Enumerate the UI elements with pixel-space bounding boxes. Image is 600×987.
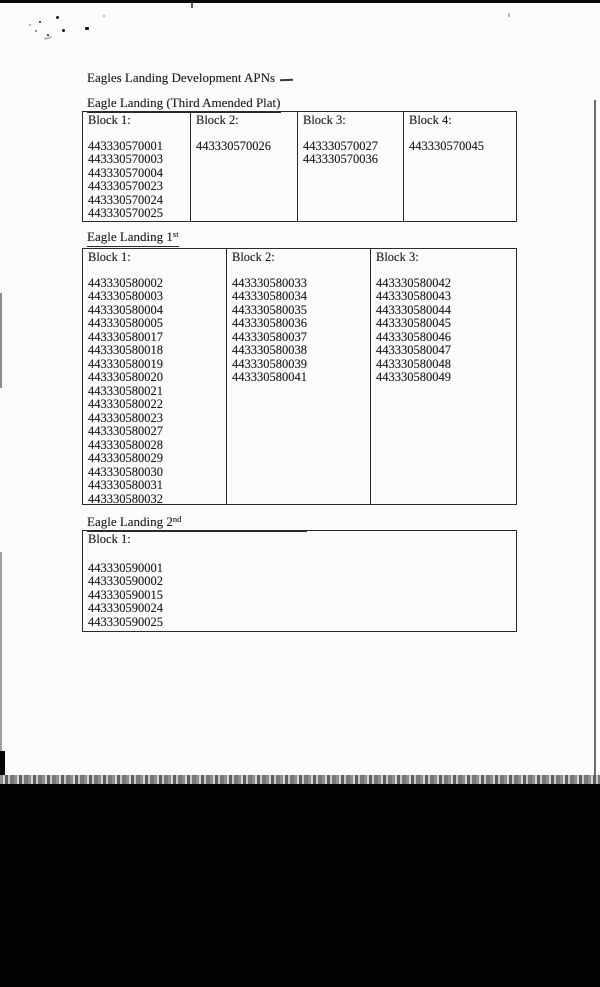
apn-number: 443330590024 bbox=[88, 601, 163, 615]
block-label: Block 2: bbox=[232, 250, 275, 264]
apn-table bbox=[82, 248, 517, 505]
apn-number: 443330580005 bbox=[88, 316, 163, 330]
apn-number: 443330570004 bbox=[88, 165, 163, 180]
block-label: Block 1: bbox=[88, 532, 131, 546]
apn-number: 443330580037 bbox=[232, 329, 307, 344]
apn-number: 443330580038 bbox=[232, 343, 307, 357]
apn-number: 443330570045 bbox=[409, 138, 484, 153]
apn-number: 443330580020 bbox=[88, 370, 163, 384]
block-column bbox=[83, 249, 227, 504]
apn-number: 443330590002 bbox=[88, 574, 163, 588]
scan-speckle bbox=[29, 24, 31, 26]
apn-number: 443330580048 bbox=[376, 356, 451, 371]
apn-number: 443330580004 bbox=[88, 302, 163, 317]
apn-number: 443330580023 bbox=[88, 410, 163, 425]
block-column bbox=[191, 112, 298, 221]
section-heading bbox=[87, 229, 179, 247]
apn-number: 443330570026 bbox=[196, 138, 271, 153]
document-title: Eagles Landing Development APNs bbox=[87, 70, 276, 85]
apn-number: 443330570001 bbox=[88, 138, 163, 153]
apn-number: 443330580035 bbox=[232, 302, 307, 317]
scanner-top-bar bbox=[0, 0, 600, 3]
apn-number: 443330580044 bbox=[376, 302, 451, 317]
apn-number: 443330580029 bbox=[88, 451, 163, 465]
block-label: Block 3: bbox=[376, 250, 419, 264]
scan-speckle bbox=[35, 30, 37, 32]
block-label: Block 3: bbox=[303, 113, 346, 127]
apn-number: 443330570024 bbox=[88, 192, 163, 207]
apn-number: 443330580032 bbox=[88, 491, 163, 504]
scan-speckle bbox=[62, 29, 65, 32]
scan-page-edge-noise bbox=[0, 775, 600, 784]
apn-number: 443330590001 bbox=[88, 560, 163, 575]
apn-table bbox=[82, 111, 517, 222]
apn-number: 443330590025 bbox=[88, 614, 163, 629]
apn-number: 443330570023 bbox=[88, 179, 163, 193]
apn-number: 443330590015 bbox=[88, 587, 163, 602]
block-column bbox=[227, 249, 371, 504]
block-column bbox=[371, 249, 516, 504]
apn-number: 443330580039 bbox=[232, 356, 307, 371]
scan-speckle bbox=[508, 13, 510, 17]
apn-number: 443330580043 bbox=[376, 289, 451, 303]
handwritten-dash-mark bbox=[280, 79, 293, 81]
scan-corner-mark bbox=[0, 751, 5, 775]
block-column bbox=[404, 112, 516, 221]
scan-speckle bbox=[56, 16, 59, 19]
apn-number: 443330580002 bbox=[88, 275, 163, 290]
scan-speckle bbox=[85, 27, 89, 30]
section-heading-text: Eagle Landing 1st bbox=[87, 229, 179, 247]
apn-number: 443330580027 bbox=[88, 424, 163, 438]
apn-number: 443330580041 bbox=[232, 370, 307, 384]
scanner-black-area bbox=[0, 784, 600, 987]
apn-number: 443330570025 bbox=[88, 206, 163, 220]
scan-edge-line-left bbox=[0, 552, 2, 778]
apn-number: 443330580045 bbox=[376, 316, 451, 330]
apn-number: 443330580033 bbox=[232, 275, 307, 290]
block-label: Block 1: bbox=[88, 113, 131, 127]
apn-number: 443330580034 bbox=[232, 289, 307, 303]
apn-number: 443330580047 bbox=[376, 343, 451, 357]
apn-number: 443330580042 bbox=[376, 275, 451, 290]
apn-number: 443330580031 bbox=[88, 478, 163, 492]
section-heading-text: Eagle Landing 2nd bbox=[87, 514, 307, 532]
section-heading-text: Eagle Landing (Third Amended Plat) bbox=[87, 95, 281, 113]
apn-number: 443330570003 bbox=[88, 152, 163, 166]
apn-number: 443330570027 bbox=[303, 138, 378, 153]
scan-speckle bbox=[44, 36, 52, 40]
apn-number: 443330580022 bbox=[88, 397, 163, 411]
block-column bbox=[298, 112, 404, 221]
scan-edge-line-right bbox=[594, 100, 596, 776]
apn-number: 443330580046 bbox=[376, 329, 451, 344]
scan-edge-line-left bbox=[0, 293, 2, 388]
apn-table bbox=[82, 530, 517, 632]
apn-number: 443330580017 bbox=[88, 329, 163, 344]
apn-number: 443330580030 bbox=[88, 464, 163, 479]
apn-number: 443330580021 bbox=[88, 383, 163, 398]
apn-number: 443330580028 bbox=[88, 437, 163, 452]
block-column bbox=[83, 112, 191, 221]
apn-number: 443330580049 bbox=[376, 370, 451, 384]
scan-speckle bbox=[39, 21, 41, 23]
apn-number: 443330580003 bbox=[88, 289, 163, 303]
apn-number: 443330580018 bbox=[88, 343, 163, 357]
scan-speckle bbox=[103, 15, 105, 17]
apn-number: 443330580019 bbox=[88, 356, 163, 371]
block-label: Block 2: bbox=[196, 113, 239, 127]
block-column bbox=[83, 531, 516, 631]
apn-number: 443330580036 bbox=[232, 316, 307, 330]
block-label: Block 1: bbox=[88, 250, 131, 264]
apn-number: 443330570036 bbox=[303, 152, 378, 166]
block-label: Block 4: bbox=[409, 113, 452, 127]
